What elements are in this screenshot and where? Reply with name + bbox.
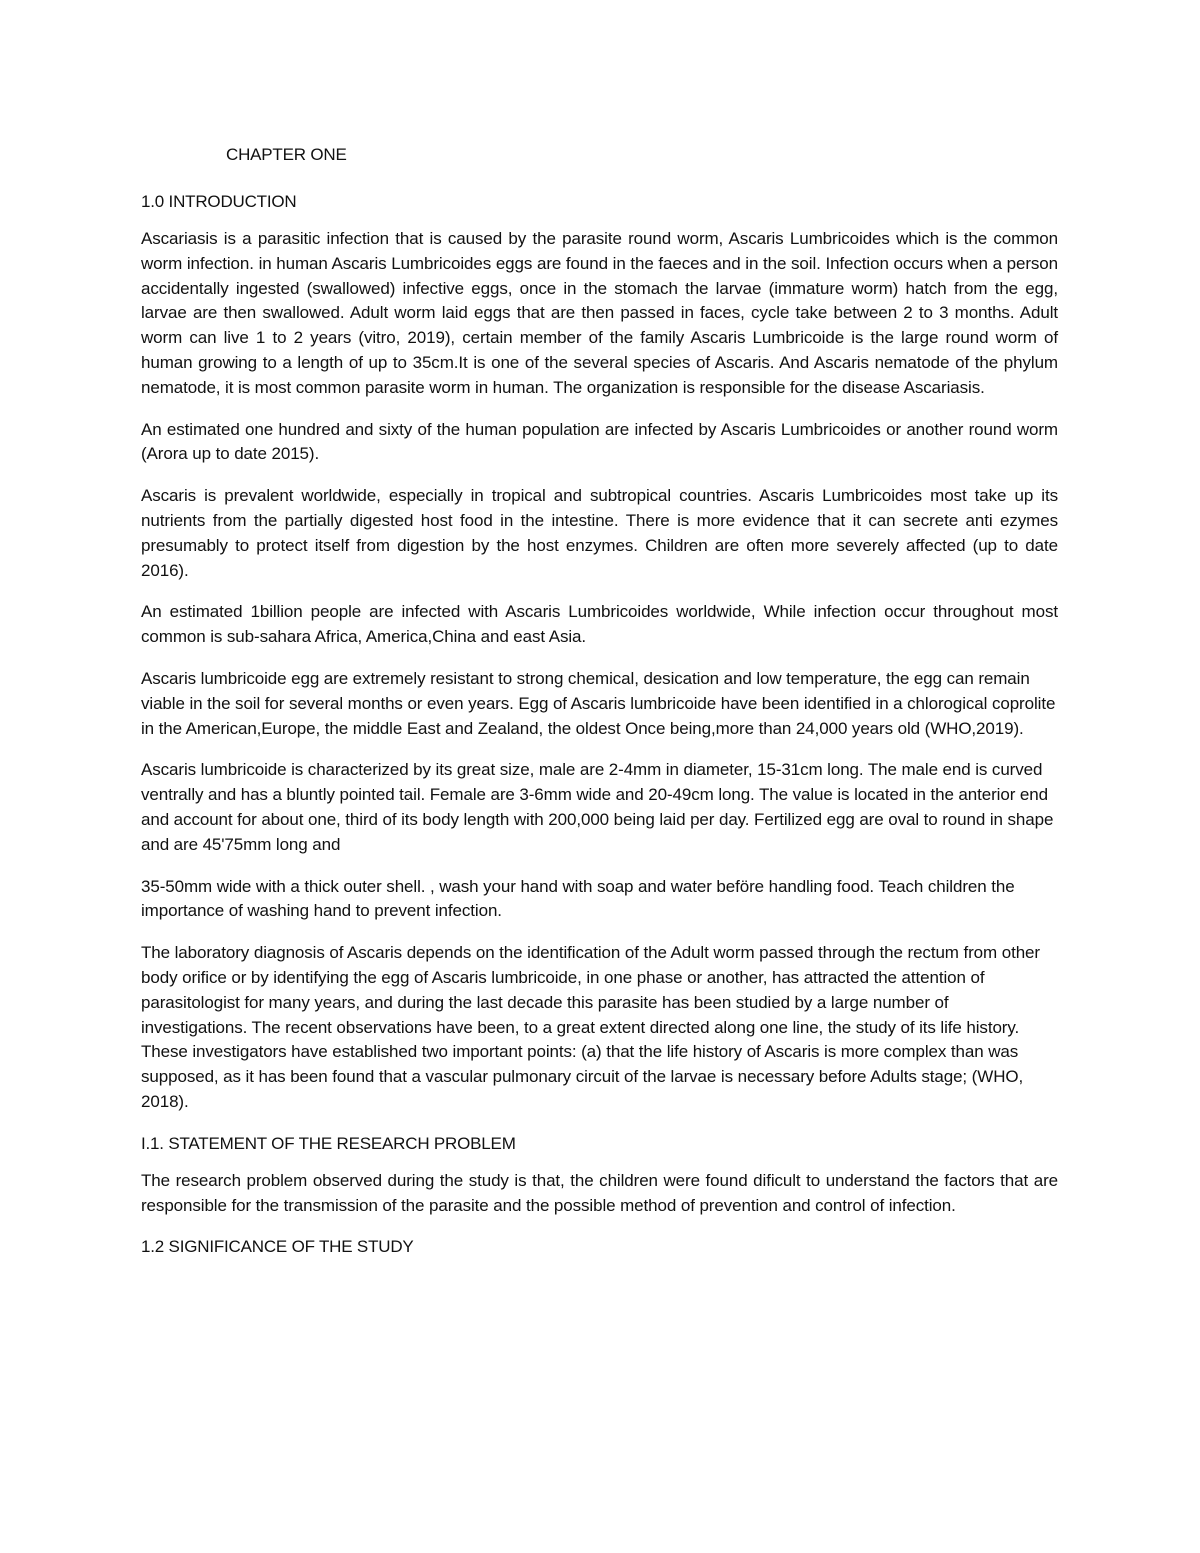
paragraph-laboratory-diagnosis: The laboratory diagnosis of Ascaris depends on the identification of the Adult worm passed through the rectum from other body orifice or by identifying the egg of Ascaris lumbricoide, in one phase or another, has attracted the attention of parasitologist for many years, and during the last decade this parasite has been studied by a large number of investigations. The recent observations have been, to a great extent directed along one line, the study of its life history. These investigators have established two important points: (a) that the life history of Ascaris is more complex than was supposed, as it has been found that a vascular pulmonary circuit of the larvae is necessary before Adults stage; (WHO, 2018). (141, 943, 1040, 1111)
paragraph-ascariasis-overview: Ascariasis is a parasitic infection that is caused by the parasite round worm, Ascaris Lumbricoides which is the common worm infection. in human Ascaris Lumbricoides eggs are found in the faeces and in the soil. Infection occurs when a person accidentally ingested (swallowed) infective eggs, once in the stomach the larvae (immature worm) hatch from the egg, larvae are then swallowed. Adult worm laid eggs that are then passed in faces, cycle take between 2 to 3 months. Adult worm can live 1 to 2 years (vitro, 2019), certain member of the family Ascaris Lumbricoide is the large round worm of human growing to a length of up to 35cm.It is one of the several species of Ascaris. And Ascaris nematode of the phylum nematode, it is most common parasite worm in human. The organization is responsible for the disease Ascariasis. (141, 229, 1058, 397)
paragraph-billion-infected: An estimated 1billion people are infected with Ascaris Lumbricoides worldwide, While infection occur throughout most common is sub-sahara Africa, America,China and east Asia. (141, 602, 1058, 647)
paragraph-egg-size-prevention: 35-50mm wide with a thick outer shell. , wash your hand with soap and water beföre handling food. Teach children the importance of washing hand to prevent infection. (141, 876, 1015, 921)
paragraph-characteristics: Ascaris lumbricoide is characterized by its great size, male are 2-4mm in diameter, 15-31cm long. The male end is curved ventrally and has a bluntly pointed tail. Female are 3-6mm wide and 20-49cm long. The value is located in the anterior end and account for about one, third of its body length with 200,000 being laid per day. Fertilized egg are oval to round in shape and are 45'75mm long and (141, 760, 1054, 854)
chapter-title: CHAPTER ONE (226, 145, 347, 164)
section-heading-research-problem: I.1. STATEMENT OF THE RESEARCH PROBLEM (141, 1133, 516, 1153)
document-body (141, 140, 1058, 1272)
paragraph-egg-resistance: Ascaris lumbricoide egg are extremely resistant to strong chemical, desication and low temperature, the egg can remain viable in the soil for several months or even years. Egg of Ascaris lumbricoide have been identified in a chlorogical coprolite in the American,Europe, the middle East and Zealand, the oldest Once being,more than 24,000 years old (WHO,2019). (141, 668, 1056, 738)
paragraph-infected-population: An estimated one hundred and sixty of the human population are infected by Ascaris Lumbricoides or another round worm (Arora up to date 2015). (141, 419, 1058, 464)
section-heading-significance: 1.2 SIGNIFICANCE OF THE STUDY (141, 1237, 414, 1257)
paragraph-prevalence: Ascaris is prevalent worldwide, especially in tropical and subtropical countries. Ascaris Lumbricoides most take up its nutrients from the partially digested host food in the intestine. There is more evidence that it can secrete anti ezymes presumably to protect itself from digestion by the host enzymes. Children are often more severely affected (up to date 2016). (141, 486, 1058, 580)
paragraph-research-problem: The research problem observed during the study is that, the children were found dificult to understand the factors that are responsible for the transmission of the parasite and the possible method of prevention and control of infection. (141, 1170, 1058, 1215)
section-heading-introduction: 1.0 INTRODUCTION (141, 192, 297, 211)
